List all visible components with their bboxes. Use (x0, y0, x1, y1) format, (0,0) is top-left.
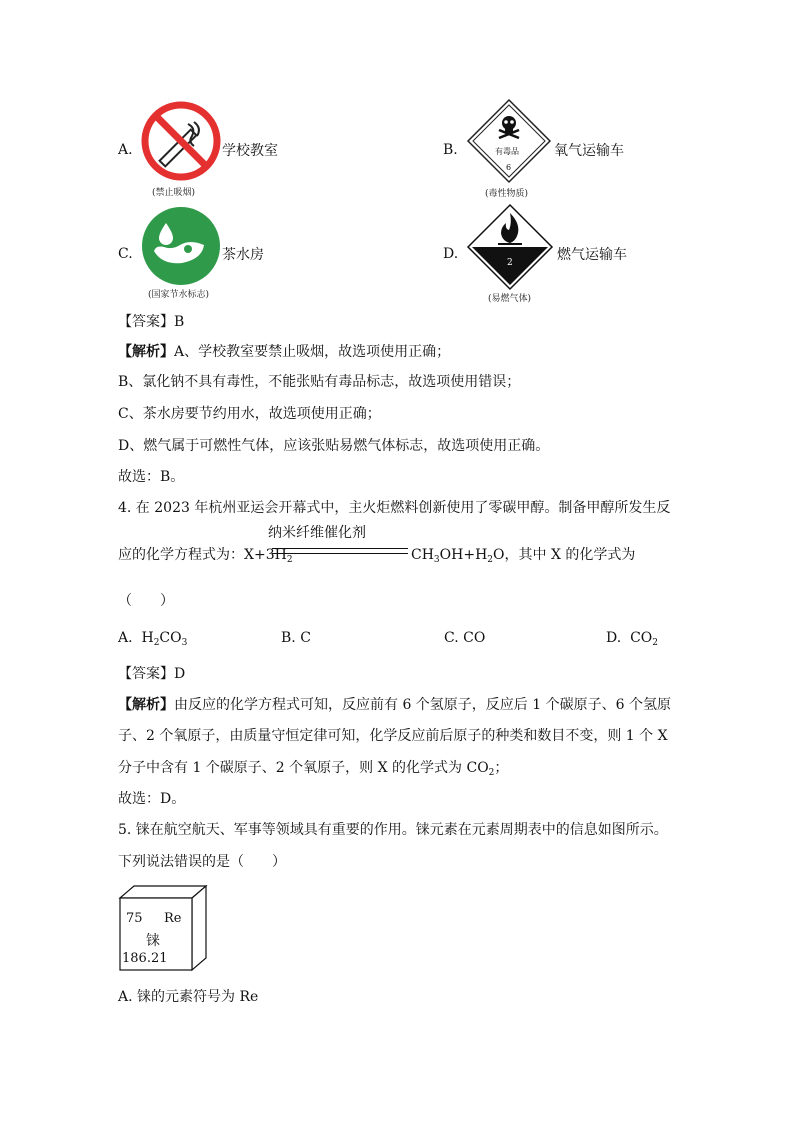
option-d-label: D. (443, 246, 459, 262)
option-b-label: B. (443, 142, 458, 158)
analysis-tag: 【解析】 (118, 344, 174, 360)
q4-option-d (606, 628, 658, 648)
option-label: C. (444, 630, 459, 646)
q5-stem-line-1: 5. 铼在航空航天、军事等领域具有重要的作用。铼元素在元素周期表中的信息如图所示。 (118, 822, 668, 838)
option-c-caption: (国家节水标志) (148, 290, 210, 300)
q3-conclusion: 故选：B。 (118, 469, 185, 485)
q4-option-a (118, 628, 187, 648)
formula-subscript: 2 (652, 638, 659, 648)
reaction-condition: 纳米纤维催化剂 (268, 525, 366, 541)
no-smoking-sign-icon (140, 100, 222, 182)
product1-rest: OH+H (439, 547, 488, 563)
flammable-gas-sign-icon (466, 203, 554, 291)
reaction-equals-sign (272, 548, 408, 554)
option-b-place: 氧气运输车 (554, 143, 624, 159)
reactant-subscript: 2 (286, 555, 293, 565)
option-d-place: 燃气运输车 (557, 247, 627, 263)
formula-part: H (141, 630, 154, 646)
q4-analysis-line-1 (118, 695, 671, 715)
formula-part: CO (159, 630, 182, 646)
q4-conclusion: 故选：D。 (118, 791, 186, 807)
option-label: D. (606, 630, 622, 646)
option-a-label: A. (118, 142, 133, 158)
option-label: A. (118, 630, 133, 646)
q4-answer: 【答案】D (118, 666, 186, 682)
q4-stem-line-1: 4. 在 2023 年杭州亚运会开幕式中，主火炬燃料创新使用了零碳甲醇。制备甲醇所发生反 (118, 500, 671, 516)
option-a-caption: (禁止吸烟) (152, 188, 196, 198)
q4-analysis-line-2: 子、2 个氧原子，由质量守恒定律可知，化学反应前后原子的种类和数目不变，则 1 个 X (118, 728, 668, 744)
option-c-place: 茶水房 (222, 247, 264, 263)
analysis-text: 由反应的化学方程式可知，反应前有 6 个氢原子，反应后 1 个碳原子、6 个氢原 (174, 697, 671, 713)
water-saving-sign-icon (140, 205, 222, 287)
equation-products (411, 545, 635, 565)
toxic-sign-class: 6 (506, 163, 512, 172)
option-value: C (300, 630, 311, 646)
option-b-caption: (毒性物质) (485, 189, 529, 199)
q3-analysis-line-1 (118, 342, 450, 362)
q4-stem-prefix: 应的化学方程式为： (118, 547, 244, 563)
formula-subscript: 2 (153, 638, 160, 648)
option-c-label: C. (118, 246, 133, 262)
option-label: B. (281, 630, 296, 646)
flammable-sign-class: 2 (507, 258, 513, 268)
q4-analysis-line-3 (118, 758, 508, 778)
analysis-text: A、学校教室要禁止吸烟，故选项使用正确； (174, 344, 451, 360)
reactant-text: X+3H (244, 547, 287, 563)
q3-answer: 【答案】B (118, 314, 185, 330)
product2-rest: O (493, 547, 505, 563)
q5-stem-line-2: 下列说法错误的是（ ） (118, 854, 286, 870)
q4-option-b (281, 628, 311, 648)
element-atomic-number: 75 (126, 911, 143, 926)
q3-analysis-line-3: C、茶水房要节约用水，故选项使用正确； (118, 406, 381, 422)
option-value: CO (463, 630, 486, 646)
option-d-caption: (易燃气体) (488, 294, 532, 304)
q4-answer-bracket: （ ） (118, 593, 174, 609)
formula-subscript: 2 (488, 768, 495, 778)
formula-subscript: 3 (181, 638, 188, 648)
product2-subscript: 2 (487, 555, 494, 565)
element-atomic-mass: 186.21 (122, 951, 168, 966)
analysis-text: 分子中含有 1 个碳原子、2 个氧原子，则 X 的化学式为 CO (118, 760, 489, 776)
q3-analysis-line-2: B、氯化钠不具有毒性，不能张贴有毒品标志，故选项使用错误； (118, 374, 521, 390)
product1-subscript: 3 (433, 555, 440, 565)
toxic-sign-text: 有毒品 (495, 147, 519, 156)
element-symbol: Re (164, 911, 182, 926)
analysis-tag: 【解析】 (118, 697, 174, 713)
formula-part: CO (630, 630, 653, 646)
option-a-place: 学校教室 (222, 143, 278, 159)
product1-text: CH (411, 547, 434, 563)
q4-option-c (444, 628, 485, 648)
q3-analysis-line-4: D、燃气属于可燃性气体，应该张贴易燃气体标志，故选项使用正确。 (118, 438, 550, 454)
q5-option-a: A. 铼的元素符号为 Re (118, 989, 259, 1005)
element-name: 铼 (146, 933, 160, 949)
q4-stem-suffix: ，其中 X 的化学式为 (504, 547, 636, 563)
analysis-text-end: ； (494, 760, 509, 776)
q4-equation-line (118, 545, 293, 565)
